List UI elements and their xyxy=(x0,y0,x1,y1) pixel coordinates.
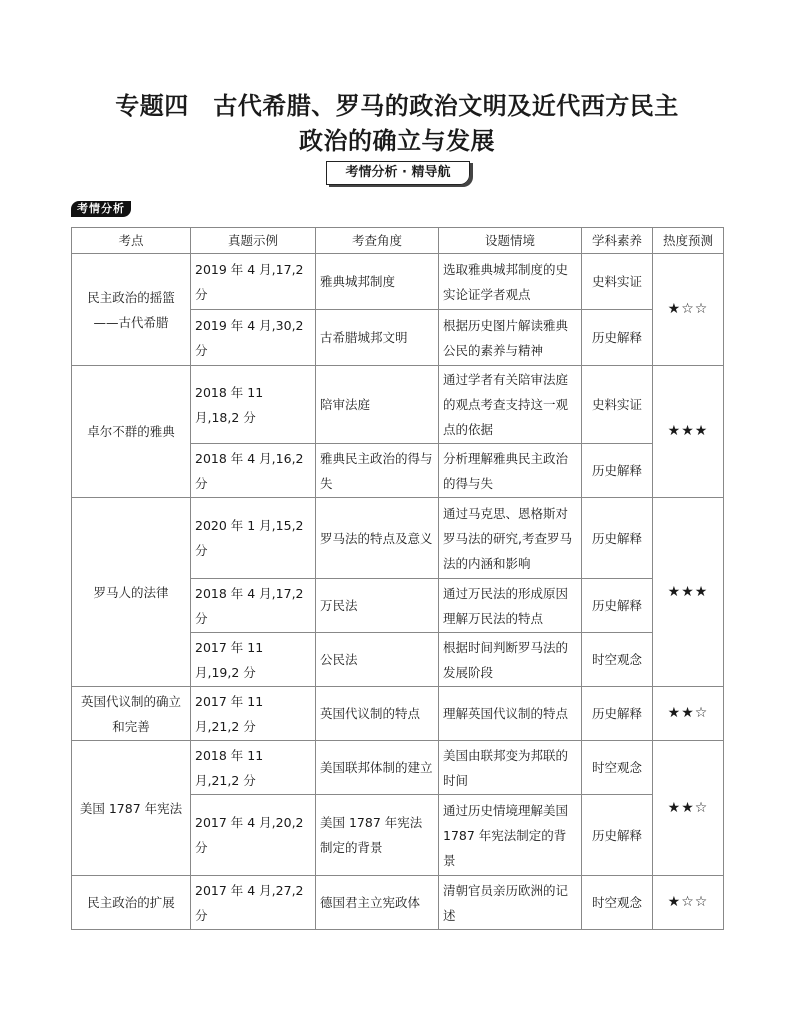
heat-stars: ★★★ xyxy=(653,366,724,498)
angle-cell: 罗马法的特点及意义 xyxy=(316,498,439,579)
example-cell: 2019 年 4 月,30,2 分 xyxy=(191,310,316,366)
literacy-cell: 历史解释 xyxy=(582,310,653,366)
literacy-cell: 时空观念 xyxy=(582,876,653,930)
literacy-cell: 史料实证 xyxy=(582,366,653,444)
heat-stars: ★★★ xyxy=(653,498,724,687)
literacy-cell: 时空观念 xyxy=(582,741,653,795)
topic-cell: 卓尔不群的雅典 xyxy=(72,366,191,498)
scenario-cell: 根据历史图片解读雅典公民的素养与精神 xyxy=(439,310,582,366)
header-cell: 考查角度 xyxy=(316,228,439,254)
table-row xyxy=(72,366,724,444)
example-cell: 2018 年 11 月,18,2 分 xyxy=(191,366,316,444)
table-row xyxy=(72,254,724,310)
header-cell: 学科素养 xyxy=(582,228,653,254)
scenario-cell: 美国由联邦变为邦联的时间 xyxy=(439,741,582,795)
angle-cell: 古希腊城邦文明 xyxy=(316,310,439,366)
literacy-cell: 历史解释 xyxy=(582,579,653,633)
table-header-row xyxy=(72,228,724,254)
example-cell: 2019 年 4 月,17,2 分 xyxy=(191,254,316,310)
angle-cell: 美国 1787 年宪法制定的背景 xyxy=(316,795,439,876)
angle-cell: 万民法 xyxy=(316,579,439,633)
scenario-cell: 清朝官员亲历欧洲的记述 xyxy=(439,876,582,930)
header-cell: 考点 xyxy=(72,228,191,254)
topic-cell: 英国代议制的确立和完善 xyxy=(72,687,191,741)
topic-cell: 罗马人的法律 xyxy=(72,498,191,687)
angle-cell: 美国联邦体制的建立 xyxy=(316,741,439,795)
header-cell: 设题情境 xyxy=(439,228,582,254)
literacy-cell: 历史解释 xyxy=(582,444,653,498)
angle-cell: 雅典民主政治的得与失 xyxy=(316,444,439,498)
page-title-line1: 专题四 古代希腊、罗马的政治文明及近代西方民主 xyxy=(115,92,679,120)
angle-cell: 英国代议制的特点 xyxy=(316,687,439,741)
header-cell: 热度预测 xyxy=(653,228,724,254)
heat-stars: ★☆☆ xyxy=(653,254,724,366)
topic-cell: 民主政治的摇篮——古代希腊 xyxy=(72,254,191,366)
angle-cell: 雅典城邦制度 xyxy=(316,254,439,310)
exam-analysis-table xyxy=(71,227,724,930)
page-title-line2: 政治的确立与发展 xyxy=(299,127,495,155)
scenario-cell: 通过万民法的形成原因理解万民法的特点 xyxy=(439,579,582,633)
angle-cell: 陪审法庭 xyxy=(316,366,439,444)
scenario-cell: 通过学者有关陪审法庭的观点考查支持这一观点的依据 xyxy=(439,366,582,444)
literacy-cell: 历史解释 xyxy=(582,498,653,579)
example-cell: 2018 年 11 月,21,2 分 xyxy=(191,741,316,795)
table-row xyxy=(72,741,724,795)
literacy-cell: 时空观念 xyxy=(582,633,653,687)
literacy-cell: 史料实证 xyxy=(582,254,653,310)
topic-cell: 美国 1787 年宪法 xyxy=(72,741,191,876)
example-cell: 2018 年 4 月,16,2 分 xyxy=(191,444,316,498)
scenario-cell: 选取雅典城邦制度的史实论证学者观点 xyxy=(439,254,582,310)
literacy-cell: 历史解释 xyxy=(582,795,653,876)
section-banner: 考情分析 · 精导航 xyxy=(326,161,470,185)
scenario-cell: 根据时间判断罗马法的发展阶段 xyxy=(439,633,582,687)
heat-stars: ★☆☆ xyxy=(653,876,724,930)
header-cell: 真题示例 xyxy=(191,228,316,254)
example-cell: 2017 年 11 月,19,2 分 xyxy=(191,633,316,687)
table-row xyxy=(72,687,724,741)
scenario-cell: 分析理解雅典民主政治的得与失 xyxy=(439,444,582,498)
scenario-cell: 通过马克思、恩格斯对罗马法的研究,考查罗马法的内涵和影响 xyxy=(439,498,582,579)
example-cell: 2017 年 11 月,21,2 分 xyxy=(191,687,316,741)
angle-cell: 德国君主立宪政体 xyxy=(316,876,439,930)
example-cell: 2017 年 4 月,27,2 分 xyxy=(191,876,316,930)
angle-cell: 公民法 xyxy=(316,633,439,687)
example-cell: 2017 年 4 月,20,2 分 xyxy=(191,795,316,876)
table-row xyxy=(72,498,724,579)
heat-stars: ★★☆ xyxy=(653,741,724,876)
scenario-cell: 通过历史情境理解美国 1787 年宪法制定的背景 xyxy=(439,795,582,876)
example-cell: 2018 年 4 月,17,2 分 xyxy=(191,579,316,633)
heat-stars: ★★☆ xyxy=(653,687,724,741)
scenario-cell: 理解英国代议制的特点 xyxy=(439,687,582,741)
table-row xyxy=(72,876,724,930)
example-cell: 2020 年 1 月,15,2 分 xyxy=(191,498,316,579)
topic-cell: 民主政治的扩展 xyxy=(72,876,191,930)
analysis-badge: 考情分析 xyxy=(71,201,131,217)
literacy-cell: 历史解释 xyxy=(582,687,653,741)
